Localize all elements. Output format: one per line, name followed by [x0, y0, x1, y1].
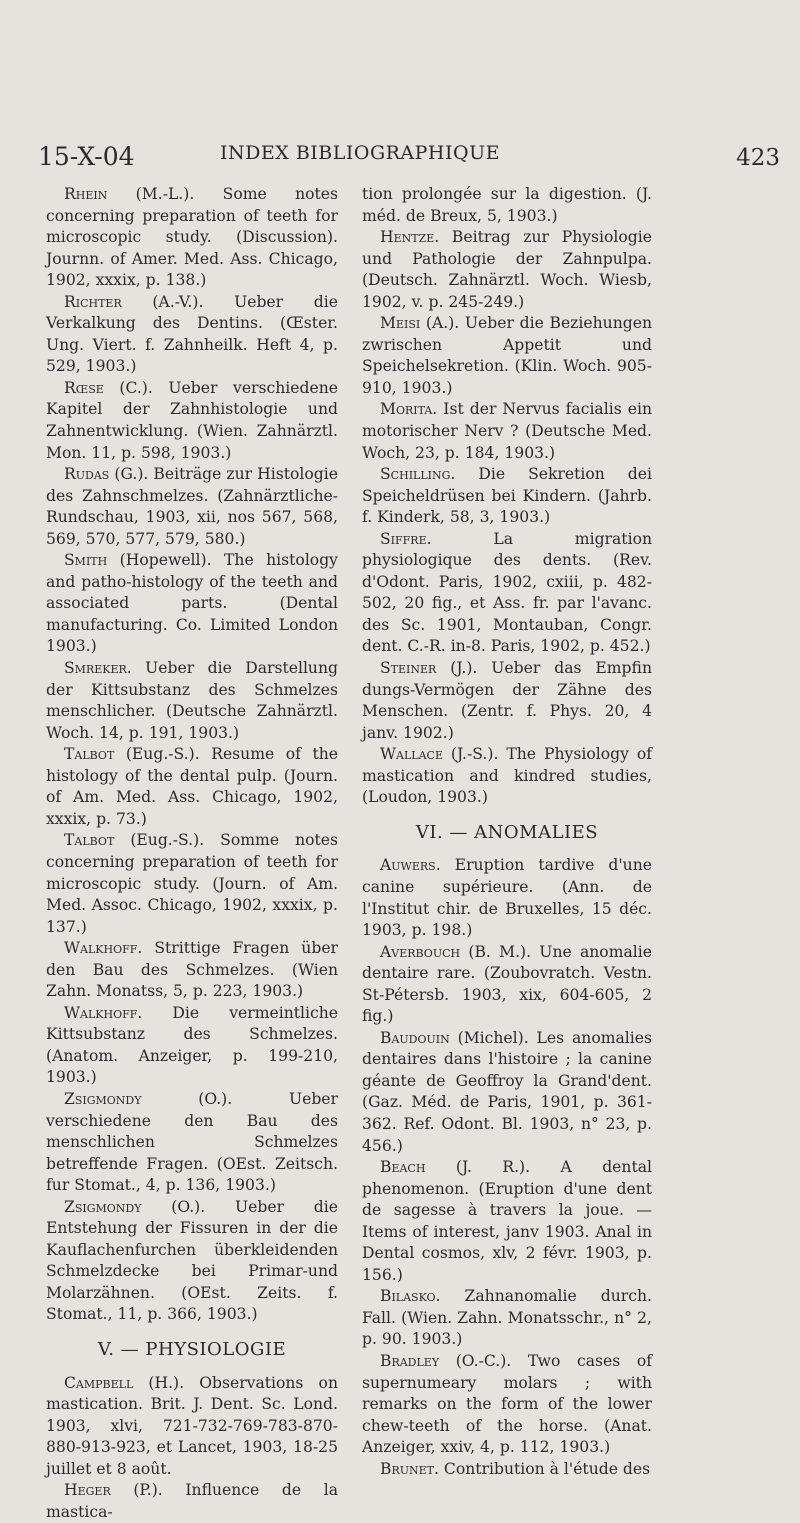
- entry-author: Meisi: [380, 314, 421, 333]
- entry-author: Smith: [64, 551, 108, 570]
- entry-text: . Ueber die Darstellung der Kittsubstanz des Schmelzes menschlicher. (Deutsche Zahnärztl. Woch. 14, p. 191, 1903.): [46, 659, 338, 742]
- continued-entry: tion prolongée sur la digestion. (J. méd. de Breux, 5, 1903.): [362, 185, 652, 225]
- bibliography-entry: [362, 227, 652, 313]
- entry-author: Rudas: [64, 465, 110, 484]
- entry-author: Walkhoff: [64, 939, 138, 958]
- left-column: [46, 184, 338, 1523]
- bibliography-entry: [46, 830, 338, 938]
- entry-text: . Eruption tardive d'une canine supérieure. (Ann. de l'Institut chir. de Bruxelles, 15 déc. 1903, p. 198.): [362, 856, 652, 940]
- entry-author: Smreker: [64, 659, 127, 678]
- entry-author: Walkhoff: [64, 1003, 138, 1022]
- page-number: 423: [736, 145, 780, 171]
- right-entries-physiologie: [362, 227, 652, 809]
- entry-text: . La migration physiologique des dents. (Rev. d'Odont. Paris, 1902, cxiii, p. 482-502, 20 fig., et Ass. fr. par l'avanc. des Sc. 1901, Montauban, Congr. dent. C.-R. in-8. Paris, 1902, p. 452.): [362, 529, 652, 656]
- left-entries-histology: [46, 184, 338, 1326]
- entry-text: . Contribution à l'étude des: [434, 1459, 651, 1478]
- entry-author: Brunet: [380, 1459, 435, 1478]
- entry-text: (Eug.-S.). Somme notes concerning preparation of teeth for microscopic study. (Journ. of Am. Med. Assoc. Chicago, 1902, xxxix, p. 137.): [46, 831, 338, 936]
- entry-author: Averbouch: [380, 942, 461, 961]
- entry-author: Hentze: [380, 228, 435, 247]
- bibliography-entry: [46, 1373, 338, 1481]
- bibliography-entry: [362, 942, 652, 1028]
- bibliography-entry: [362, 1459, 652, 1481]
- entry-author: Bilasko: [380, 1287, 436, 1306]
- bibliography-entry: [46, 550, 338, 658]
- section-title-physiologie: V. — PHYSIOLOGIE: [97, 1338, 287, 1360]
- bibliography-entry: [362, 658, 652, 744]
- entry-author: Auwers: [380, 856, 436, 875]
- entry-text: (H.). Observations on mastication. Brit. J. Dent. Sc. Lond. 1903, xlvi, 721-732-769-783-870-880-913-923, et Lancet, 1903, 18-25 juillet et 8 août.: [46, 1373, 338, 1478]
- entry-author: Bradley: [380, 1351, 440, 1370]
- entry-text: (Michel). Les anomalies dentaires dans l'histoire ; la canine géante de Geoffroy la Grand'dent. (Gaz. Méd. de Paris, 1901, p. 361-362. Ref. Odont. Bl. 1903, n° 23, p. 456.): [362, 1028, 652, 1155]
- right-entries-anomalies: [362, 855, 652, 1480]
- bibliography-entry: [362, 1286, 652, 1351]
- bibliography-entry: [362, 1157, 652, 1286]
- header-left-mark: 15-X-04: [38, 142, 135, 171]
- bibliography-entry: [46, 1197, 338, 1326]
- section-title-anomalies: VI. — ANOMALIES: [415, 821, 599, 843]
- entry-text: (A.-V.). Ueber die Verkalkung des Dentins. (Œster. Ung. Viert. f. Zahnheilk. Heft 4, p. 529, 1903.): [46, 292, 338, 376]
- entry-text: (B. M.). Une anomalie dentaire rare. (Zoubovratch. Vestn. St-Pétersb. 1903, xix, 604-605, 2 fig.): [362, 942, 652, 1026]
- bibliography-entry: [46, 1480, 338, 1523]
- entry-author: Zsigmondy: [64, 1197, 142, 1216]
- entry-text: (O.). Ueber verschiedene den Bau des menschlichen Schmelzes betreffende Fragen. (OEst. Zeitsch. fur Stomat., 4, p. 136, 1903.): [46, 1089, 338, 1195]
- entry-author: Zsigmondy: [64, 1089, 142, 1108]
- bibliography-entry: [362, 399, 652, 464]
- entry-author: Campbell: [64, 1373, 134, 1392]
- bibliography-entry: [46, 184, 338, 292]
- bibliography-entry: [362, 855, 652, 941]
- entry-text: (C.). Ueber verschiedene Kapitel der Zahnhistologie und Zahnentwicklung. (Wien. Zahnärztl. Mon. 11, p. 598, 1903.): [46, 378, 338, 462]
- entry-author: Schilling: [380, 465, 451, 484]
- entry-text: . Beitrag zur Physiologie und Pathologie der Zahnpulpa. (Deutsch. Zahnärztl. Woch. Wiesb, 1902, v. p. 245-249.): [362, 228, 652, 311]
- entry-text: (J.). Ueber das Empfin dungs-Vermögen der Zähne des Menschen. (Zentr. f. Phys. 20, 4 janv. 1902.): [362, 659, 652, 742]
- entry-text: (Hopewell). The histology and patho-histology of the teeth and associated parts. (Dental manufacturing. Co. Limited London 1903.): [46, 551, 338, 656]
- bibliography-entry: [362, 464, 652, 529]
- entry-author: Baudouin: [380, 1028, 450, 1047]
- bibliography-entry: [46, 1089, 338, 1197]
- running-header: [0, 142, 800, 176]
- bibliography-entry: [46, 1003, 338, 1089]
- left-entries-physiologie: [46, 1373, 338, 1523]
- entry-text: (P.). Influence de la mastica-: [46, 1481, 338, 1521]
- entry-text: (G.). Beiträge zur Histologie des Zahnschmelzes. (Zahnärztliche-Rundschau, 1903, xii, nos 567, 568, 569, 570, 577, 579, 580.): [46, 465, 338, 548]
- entry-text: (M.-L.). Some notes concerning preparation of teeth for microscopic study. (Discussion). Journn. of Amer. Med. Ass. Chicago, 1902, xxxix, p. 138.): [46, 185, 338, 290]
- entry-text: (Eug.-S.). Resume of the histology of the dental pulp. (Journ. of Am. Med. Ass. Chicago, 1902, xxxix, p. 73.): [46, 745, 338, 828]
- entry-text: . Die Sekretion dei Speicheldrüsen bei Kindern. (Jahrb. f. Kinderk, 58, 3, 1903.): [362, 465, 652, 527]
- entry-author: Rœse: [64, 378, 104, 397]
- entry-author: Richter: [64, 292, 122, 311]
- entry-author: Steiner: [380, 659, 437, 678]
- entry-author: Wallace: [380, 745, 443, 764]
- bibliography-entry: [362, 744, 652, 809]
- entry-author: Talbot: [64, 831, 115, 850]
- entry-text: . Ist der Nervus facialis ein motorischer Nerv ? (Deutsche Med. Woch, 23, p. 184, 1903.): [362, 400, 652, 462]
- bibliography-entry: [362, 1028, 652, 1157]
- entry-author: Rhein: [64, 185, 108, 203]
- bibliography-entry: [362, 529, 652, 658]
- entry-author: Beach: [380, 1158, 426, 1177]
- bibliography-entry: [362, 313, 652, 399]
- entry-text: . Die vermeintliche Kittsubstanz des Schmelzes. (Anatom. Anzeiger, p. 199-210, 1903.): [46, 1003, 338, 1087]
- entry-text: (A.). Ueber die Beziehungen zwrischen Appetit und Speichelsekretion. (Klin. Woch. 905-910, 1903.): [362, 314, 652, 397]
- right-column: [362, 184, 652, 1480]
- bibliography-entry: [46, 938, 338, 1003]
- bibliography-entry: [46, 378, 338, 464]
- bibliography-entry: [46, 658, 338, 744]
- entry-author: Morita: [380, 400, 433, 419]
- entry-text: . Zahnanomalie durch. Fall. (Wien. Zahn. Monatsschr., n° 2, p. 90. 1903.): [362, 1287, 652, 1349]
- header-title: INDEX BIBLIOGRAPHIQUE: [220, 142, 500, 164]
- entry-text: (J. R.). A dental phenomenon. (Eruption d'une dent de sagesse à travers la joue. — Items of interest, janv 1903. Anal in Dental cosmos, xlv, 2 févr. 1903, p. 156.): [362, 1158, 652, 1284]
- bibliography-entry: [46, 744, 338, 830]
- entry-author: Siffre: [380, 529, 427, 548]
- bibliography-entry: [362, 1351, 652, 1459]
- bibliography-entry: [46, 292, 338, 378]
- bibliography-entry: [46, 464, 338, 550]
- entry-text: (O.). Ueber die Entstehung der Fissuren in der die Kauflachenfurchen überkleidenden Schmelzdecke bei Primar-und Molarzähnen. (OEst. Zeits. f. Stomat., 11, p. 366, 1903.): [46, 1197, 338, 1324]
- entry-text: (O.-C.). Two cases of supernumeary molars ; with remarks on the form of the lower chew-teeth of the horse. (Anat. Anzeiger, xxiv, 4, p. 112, 1903.): [362, 1351, 652, 1457]
- entry-author: Talbot: [64, 745, 115, 764]
- entry-text: (J.-S.). The Physiology of mastication and kindred studies, (Loudon, 1903.): [362, 745, 652, 807]
- entry-text: . Strittige Fragen über den Bau des Schmelzes. (Wien Zahn. Monatss, 5, p. 223, 1903.): [46, 939, 338, 1001]
- entry-author: Heger: [64, 1481, 111, 1500]
